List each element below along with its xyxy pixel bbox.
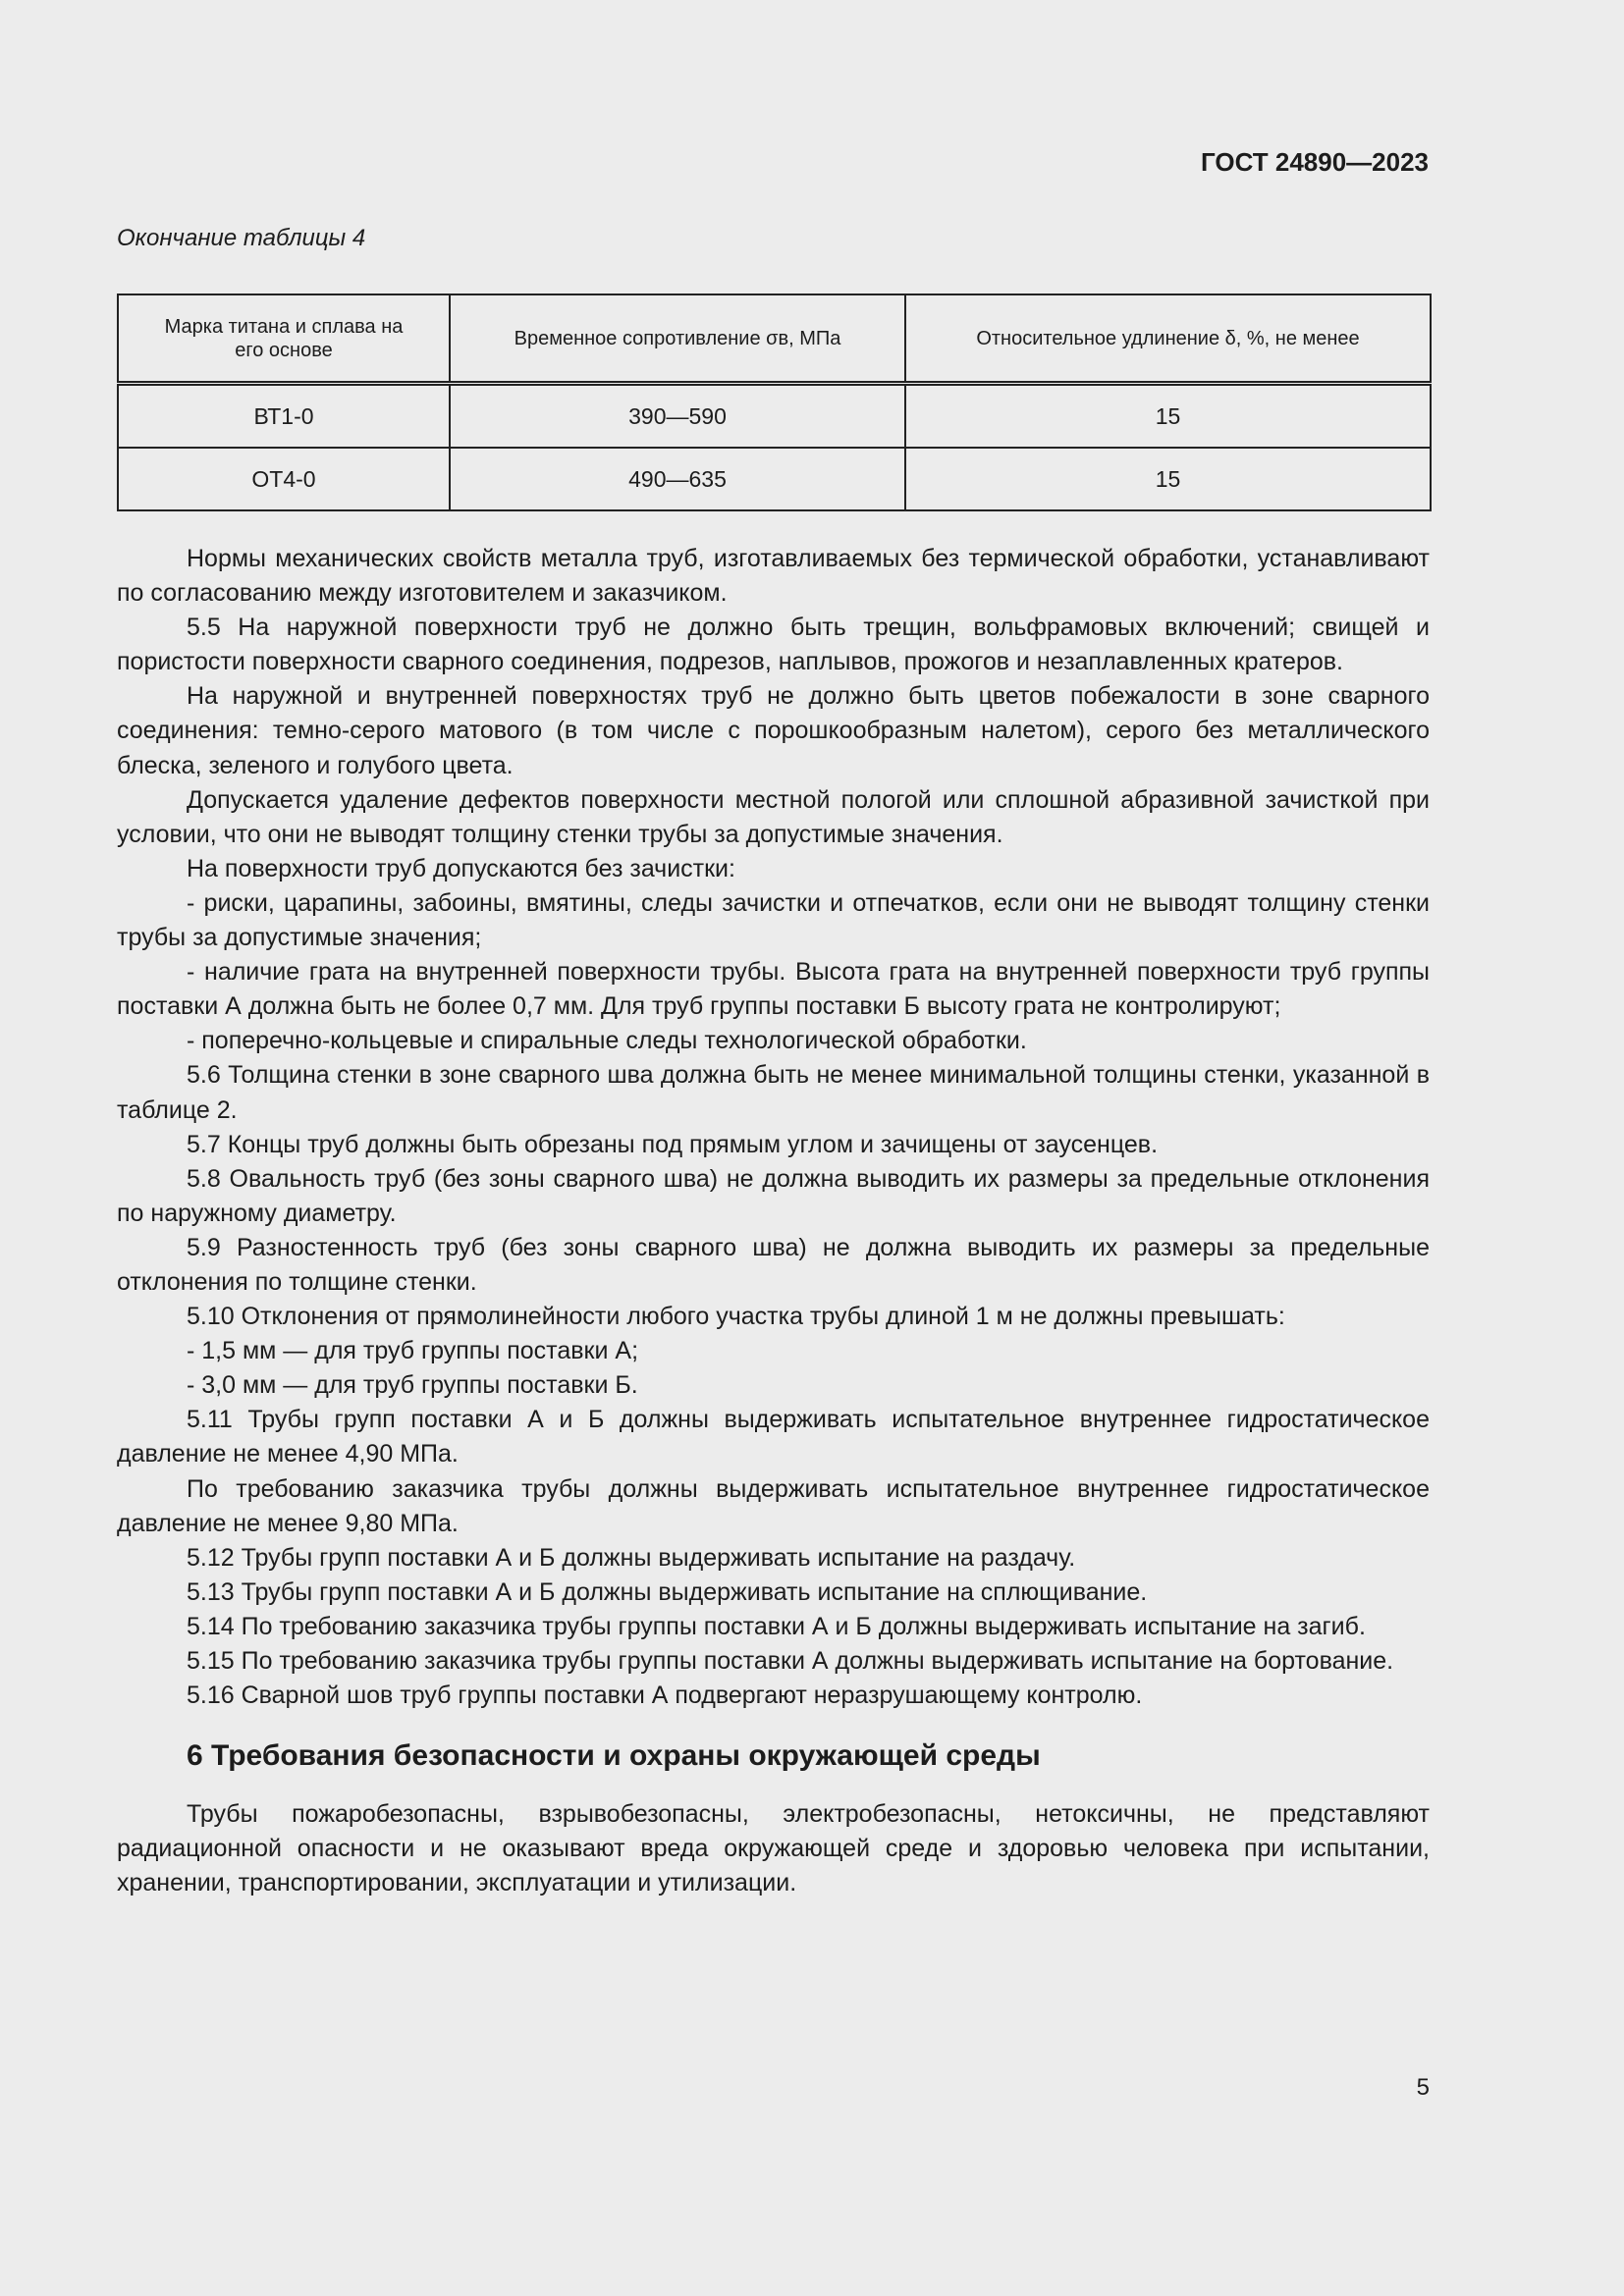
paragraph: 5.5 На наружной поверхности труб не должно быть трещин, вольфрамовых включений; свищей и пористости поверхности сварного соединения, подрезов, наплывов, прожогов и незаплавленных кратеров. [117,614,1430,676]
paragraph: - поперечно-кольцевые и спиральные следы технологической обработки. [187,1027,1027,1055]
table-cell: 15 [905,448,1431,510]
body-text [117,542,1430,1900]
table-cell: ОТ4-0 [118,448,450,510]
paragraph: - 1,5 мм — для труб группы поставки А; [187,1337,639,1365]
paragraph: - наличие грата на внутренней поверхности трубы. Высота грата на внутренней поверхности труб группы поставки А должна быть не более 0,7 мм. Для труб группы поставки Б высоту грата не контролируют; [117,958,1430,1021]
paragraph: 5.10 Отклонения от прямолинейности любого участка трубы длиной 1 м не должны превышать: [187,1303,1285,1331]
paragraph: Нормы механических свойств металла труб, изготавливаемых без термической обработки, устанавливают по согласованию между изготовителем и заказчиком. [117,545,1430,608]
paragraph: По требованию заказчика трубы должны выдерживать испытательное внутреннее гидростатическое давление не менее 9,80 МПа. [117,1474,1430,1537]
table-header-row [118,294,1431,384]
paragraph: 5.9 Разностенность труб (без зоны сварного шва) не должна выводить их размеры за предельные отклонения по толщине стенки. [117,1233,1430,1296]
paragraph: На наружной и внутренней поверхностях труб не должно быть цветов побежалости в зоне сварного соединения: темно-серого матового (в том числе с порошкообразным налетом), серого без металлического блеска, зеленого и голубого цвета. [117,682,1430,779]
paragraph: 5.11 Трубы групп поставки А и Б должны выдерживать испытательное внутреннее гидростатическое давление не менее 4,90 МПа. [117,1406,1430,1468]
paragraph: Допускается удаление дефектов поверхности местной пологой или сплошной абразивной зачисткой при условии, что они не выводят толщину стенки трубы за допустимые значения. [117,785,1430,848]
section-heading: 6 Требования безопасности и охраны окружающей среды [187,1739,1041,1773]
paragraph: 5.14 По требованию заказчика трубы группы поставки А и Б должны выдерживать испытание на загиб. [187,1612,1366,1640]
paragraph: 5.15 По требованию заказчика трубы группы поставки А должны выдерживать испытание на бортование. [187,1647,1394,1675]
table-cell: ВТ1-0 [118,384,450,449]
column-header-strength: Временное сопротивление σв, МПа [450,294,905,384]
paragraph: 5.6 Толщина стенки в зоне сварного шва должна быть не менее минимальной толщины стенки, указанной в таблице 2. [117,1061,1430,1124]
table-row [118,448,1431,510]
properties-table [117,294,1432,511]
paragraph: - 3,0 мм — для труб группы поставки Б. [187,1371,638,1400]
table-cell: 390—590 [450,384,905,449]
table-caption: Окончание таблицы 4 [117,225,366,251]
table-cell: 15 [905,384,1431,449]
paragraph: - риски, царапины, забоины, вмятины, следы зачистки и отпечатков, если они не выводят толщину стенки трубы за допустимые значения; [117,888,1430,952]
document-code: ГОСТ 24890—2023 [1201,147,1429,177]
paragraph: 5.16 Сварной шов труб группы поставки А подвергают неразрушающему контролю. [187,1682,1143,1710]
table-row [118,384,1431,449]
paragraph: На поверхности труб допускаются без зачистки: [187,854,735,882]
column-header-grade: Марка титана и сплава на его основе [118,294,450,384]
paragraph: 5.7 Концы труб должны быть обрезаны под прямым углом и зачищены от заусенцев. [187,1130,1159,1158]
paragraph: 5.12 Трубы групп поставки А и Б должны выдерживать испытание на раздачу. [187,1543,1076,1572]
table-cell: 490—635 [450,448,905,510]
paragraph: 5.8 Овальность труб (без зоны сварного шва) не должна выводить их размеры за предельные отклонения по наружному диаметру. [117,1164,1430,1227]
paragraph: 5.13 Трубы групп поставки А и Б должны выдерживать испытание на сплющивание. [187,1577,1148,1606]
page-number: 5 [1416,2074,1430,2101]
paragraph: Трубы пожаробезопасны, взрывобезопасны, электробезопасны, нетоксичны, не представляют радиационной опасности и не оказывают вреда окружающей среде и здоровью человека при испытании, хранении, транспортировании, эксплуатации и утилизации. [117,1800,1430,1897]
column-header-elongation: Относительное удлинение δ, %, не менее [905,294,1431,384]
